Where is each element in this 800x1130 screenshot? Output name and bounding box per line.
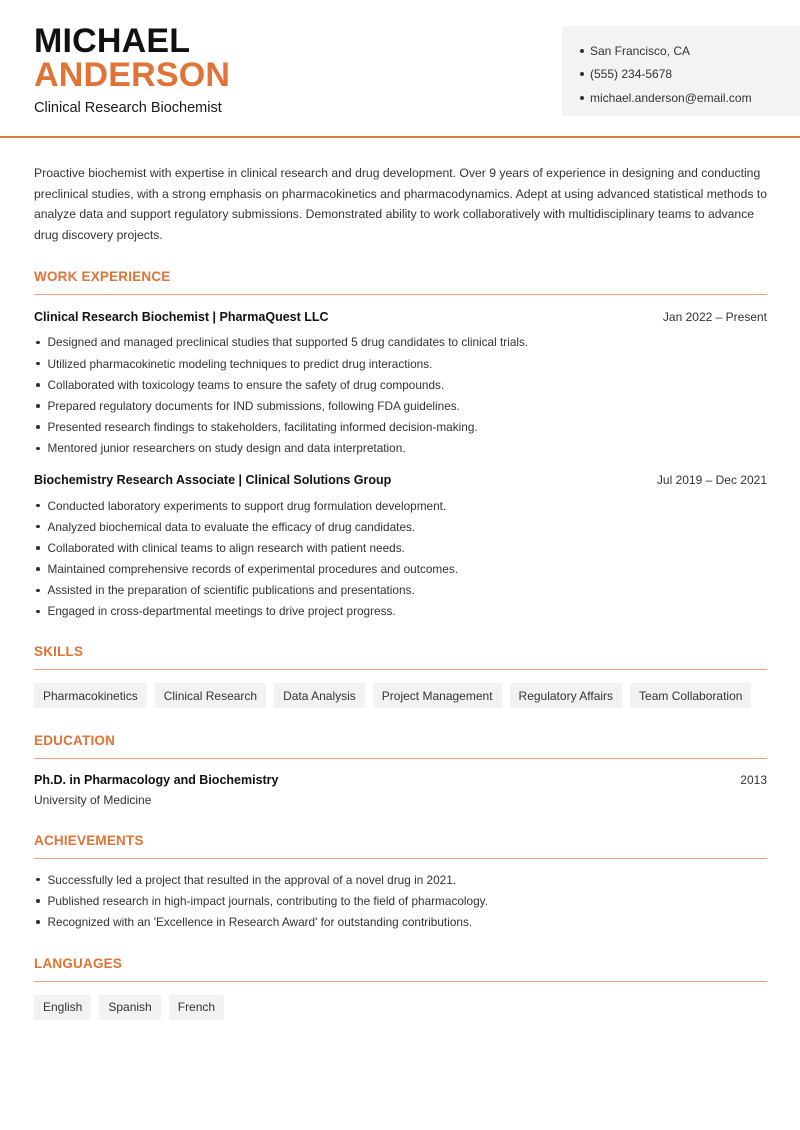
skill-tag: Regulatory Affairs [510,683,623,708]
bullet-icon [36,546,40,550]
education-section [34,733,767,807]
language-tag: French [169,995,224,1020]
bullet-icon [36,920,40,924]
job-bullet: Analyzed biochemical data to evaluate the efficacy of drug candidates. [34,516,767,537]
skill-tag: Data Analysis [274,683,365,708]
job-bullet: Engaged in cross-departmental meetings to drive project progress. [34,601,767,622]
job-bullet: Conducted laboratory experiments to support drug formulation development. [34,495,767,516]
bullet-icon [36,404,40,408]
skill-tag: Project Management [373,683,502,708]
skills-section [34,644,767,708]
section-title-achievements: ACHIEVEMENTS [34,833,767,859]
last-name: ANDERSON [34,56,231,94]
contact-box [562,26,800,116]
work-experience-section [34,269,767,622]
job-bullet: Designed and managed preclinical studies that supported 5 drug candidates to clinical trials. [34,332,767,353]
skill-tag: Clinical Research [155,683,266,708]
section-title-languages: LANGUAGES [34,956,767,982]
bullet-icon [36,610,40,614]
bullet-icon [36,425,40,429]
job-date: Jan 2022 – Present [662,309,767,324]
bullet-icon [36,362,40,366]
achievement-item: Published research in high-impact journals, contributing to the field of pharmacology. [34,890,767,911]
job-bullet: Assisted in the preparation of scientific publications and presentations. [34,580,767,601]
section-title-education: EDUCATION [34,733,767,759]
edu-year: 2013 [740,773,767,788]
bullet-icon [36,589,40,593]
job-bullet: Prepared regulatory documents for IND submissions, following FDA guidelines. [34,395,767,416]
job-entry [34,473,767,622]
contact-location: San Francisco, CA [580,39,800,63]
bullet-icon [36,878,40,882]
job-bullet: Utilized pharmacokinetic modeling techniques to predict drug interactions. [34,353,767,374]
bullet-icon [36,899,40,903]
job-bullet: Maintained comprehensive records of experimental procedures and outcomes. [34,559,767,580]
first-name: MICHAEL [34,22,191,60]
achievement-item: Recognized with an 'Excellence in Research Award' for outstanding contributions. [34,911,767,932]
job-bullet: Presented research findings to stakeholders, facilitating informed decision-making. [34,417,767,438]
bullet-icon [580,49,584,53]
contact-email[interactable]: michael.anderson@email.com [580,86,800,110]
resume-header [0,0,800,138]
job-bullet: Mentored junior researchers on study design and data interpretation. [34,438,767,459]
bullet-icon [36,341,40,345]
section-title-work: WORK EXPERIENCE [34,269,767,295]
section-title-skills: SKILLS [34,644,767,670]
skill-tag: Team Collaboration [630,683,751,708]
edu-degree: Ph.D. in Pharmacology and Biochemistry [34,773,279,788]
job-bullet: Collaborated with clinical teams to align research with patient needs. [34,537,767,558]
contact-phone: (555) 234-5678 [580,63,800,87]
bullet-icon [36,447,40,451]
bullet-icon [36,383,40,387]
resume-body [34,163,767,1020]
job-role: Biochemistry Research Associate | Clinical Solutions Group [34,472,392,487]
education-entry [34,773,767,807]
edu-school: University of Medicine [34,793,152,808]
bullet-icon [580,96,584,100]
language-tag: Spanish [99,995,160,1020]
achievement-item: Successfully led a project that resulted in the approval of a novel drug in 2021. [34,869,767,890]
language-tag: English [34,995,91,1020]
candidate-name [34,24,230,92]
summary: Proactive biochemist with expertise in clinical research and drug development. Over 9 years of experience in designing and conducting preclinical studies, with a strong emphasis on pharmacokinetics and pharmacodynamics. Adept at using advanced statistical methods to analyze data and support regulatory submissions. Demonstrated ability to work collaboratively with multidisciplinary teams to advance drug discovery projects. [34,166,767,243]
skill-tag: Pharmacokinetics [34,683,147,708]
candidate-title: Clinical Research Biochemist [34,100,222,116]
achievements-section [34,833,767,933]
bullet-icon [36,525,40,529]
languages-section [34,956,767,1020]
job-bullet: Collaborated with toxicology teams to ensure the safety of drug compounds. [34,374,767,395]
job-role: Clinical Research Biochemist | PharmaQuest LLC [34,309,329,324]
bullet-icon [36,567,40,571]
bullet-icon [36,504,40,508]
bullet-icon [580,72,584,76]
job-entry [34,310,767,459]
job-date: Jul 2019 – Dec 2021 [656,472,767,487]
